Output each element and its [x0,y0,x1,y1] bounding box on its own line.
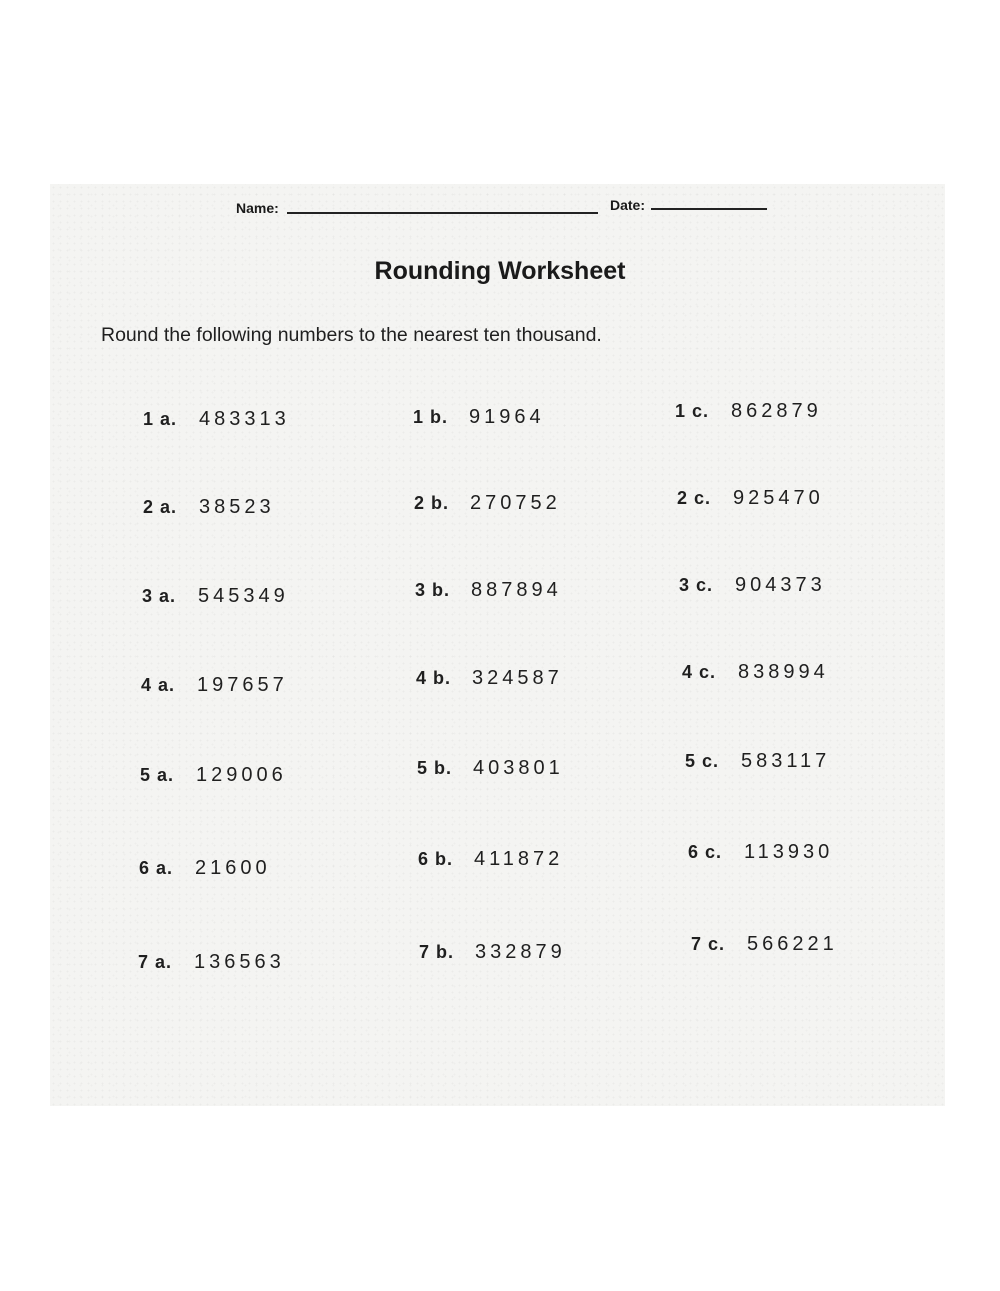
problem-label: 2 c. [677,488,712,508]
problem-label: 6 a. [139,858,174,878]
problem-label: 3 a. [142,586,177,606]
problem-2b [414,492,561,515]
problem-4c [682,661,829,684]
problem-number: 332879 [475,941,566,963]
page-title: Rounding Worksheet [374,257,626,285]
name-label: Name: [236,200,279,216]
problem-5a [140,764,287,787]
problem-6b [418,848,563,871]
problem-7a [138,951,285,974]
date-label: Date: [610,197,646,213]
problem-number: 403801 [473,757,564,779]
problem-number: 887894 [471,579,562,601]
problem-1c [675,400,822,423]
date-blank-line [651,208,767,210]
problem-number: 566221 [747,933,838,955]
problem-number: 411872 [474,848,564,870]
problem-label: 1 a. [143,409,178,429]
problem-label: 3 c. [679,575,714,595]
problem-6c [688,841,833,864]
problem-4b [416,667,563,690]
problem-5c [685,750,830,773]
problem-number: 583117 [741,750,831,772]
problem-label: 2 b. [414,493,450,513]
problem-number: 483313 [199,408,290,430]
problem-number: 136563 [194,951,285,973]
problem-label: 3 b. [415,580,451,600]
problem-number: 129006 [196,764,287,786]
problem-label: 1 b. [413,407,449,427]
problem-2a [143,496,275,519]
problem-label: 7 b. [419,942,455,962]
problem-5b [417,757,564,780]
problem-number: 270752 [470,492,561,514]
problem-7c [691,933,838,956]
problem-number: 838994 [738,661,829,683]
problem-1b [413,406,545,429]
problem-number: 91964 [469,406,545,428]
problem-7b [419,941,566,964]
problem-number: 925470 [733,487,824,509]
problem-number: 21600 [195,857,271,879]
problem-label: 5 b. [417,758,453,778]
problem-label: 6 b. [418,849,454,869]
problem-label: 1 c. [675,401,710,421]
problem-6a [139,857,271,880]
problem-label: 5 c. [685,751,720,771]
problem-label: 4 a. [141,675,176,695]
name-blank-line [287,212,598,214]
problem-number: 904373 [735,574,826,596]
problem-label: 4 b. [416,668,452,688]
problem-label: 2 a. [143,497,178,517]
problem-number: 113930 [744,841,834,863]
problem-label: 7 c. [691,934,726,954]
problem-number: 197657 [197,674,288,696]
problem-label: 7 a. [138,952,173,972]
problem-1a [143,408,290,431]
problem-label: 6 c. [688,842,723,862]
problem-number: 545349 [198,585,289,607]
problem-3a [142,585,289,608]
problem-number: 324587 [472,667,563,689]
problem-label: 4 c. [682,662,717,682]
problem-number: 38523 [199,496,275,518]
problem-number: 862879 [731,400,822,422]
problem-label: 5 a. [140,765,175,785]
problem-3b [415,579,562,602]
problem-4a [141,674,288,697]
problem-3c [679,574,826,597]
problem-2c [677,487,824,510]
instructions: Round the following numbers to the nearest ten thousand. [101,324,602,346]
